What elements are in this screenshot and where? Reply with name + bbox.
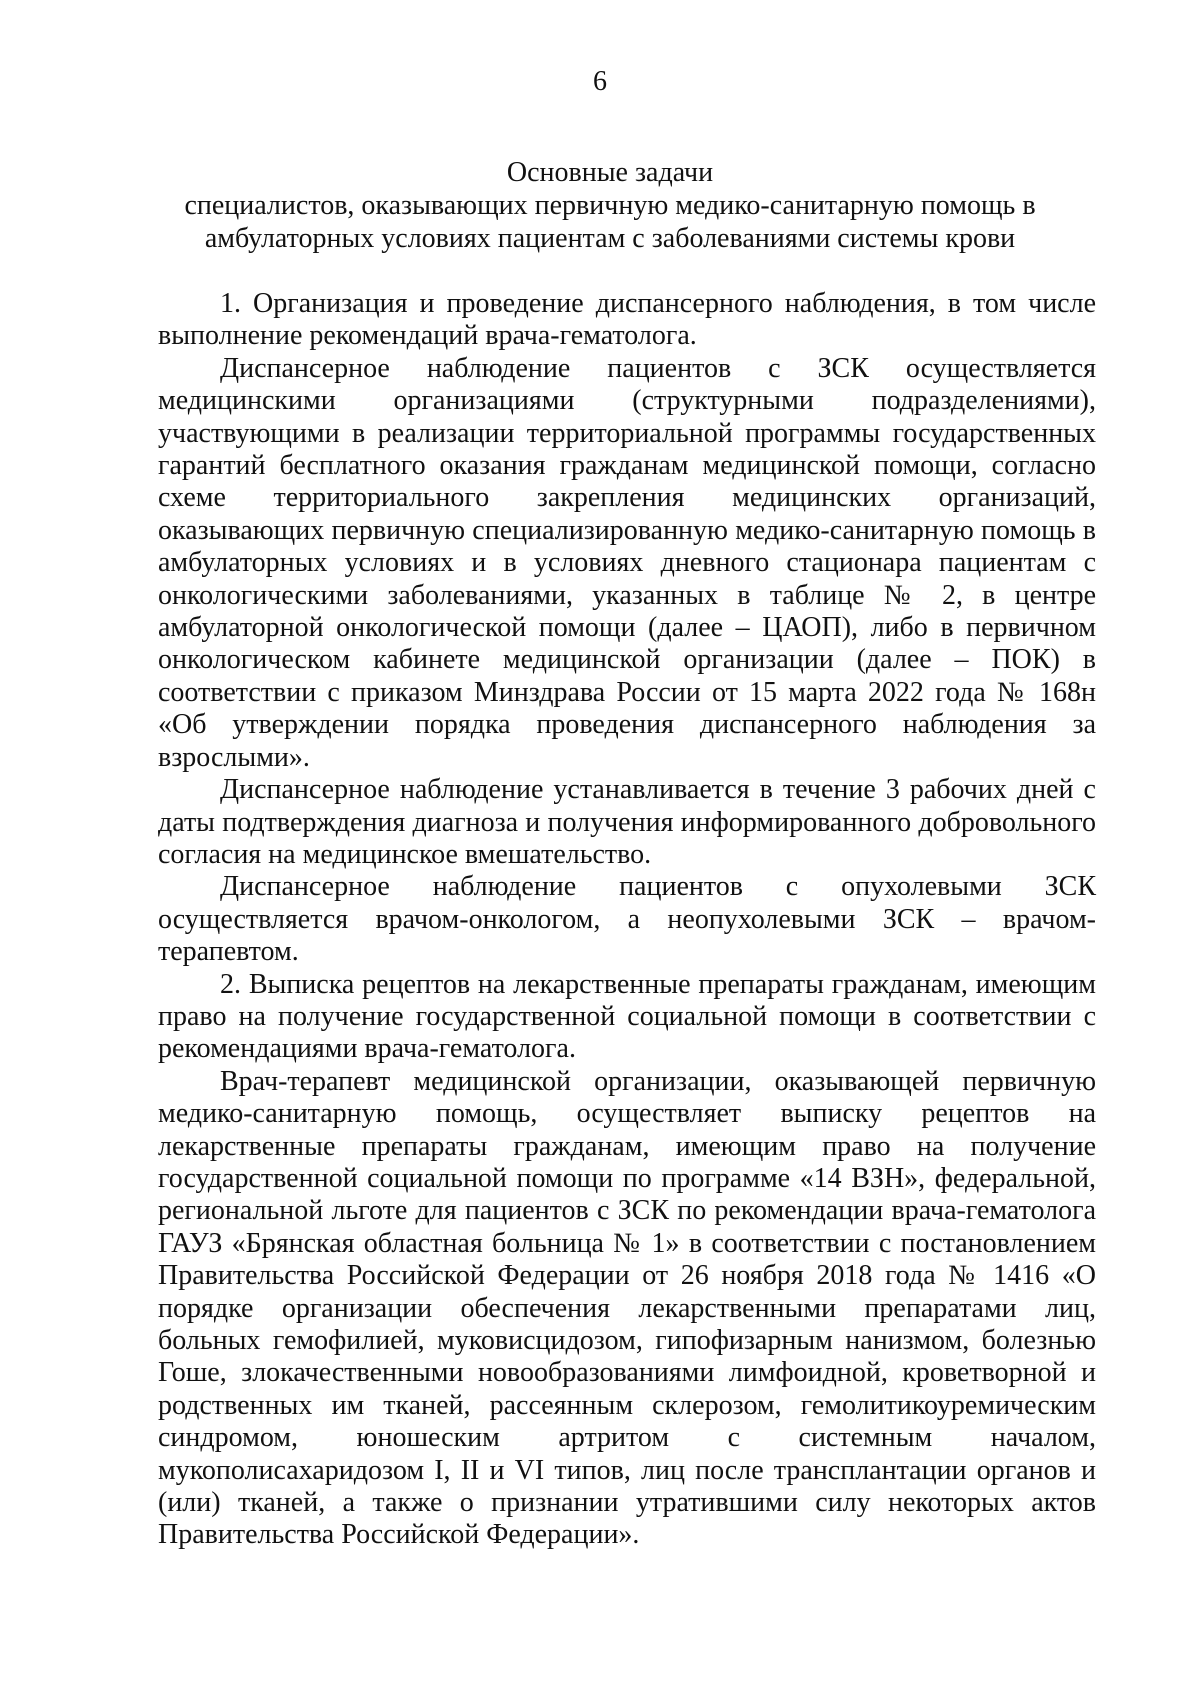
- heading-subtitle-line-2: амбулаторных условиях пациентам с заболеваниями системы крови: [204, 223, 1016, 254]
- page-number: 6: [593, 66, 607, 97]
- heading-title: Основные задачи: [506, 157, 714, 188]
- paragraph-task-1: 1. Организация и проведение диспансерного наблюдения, в том числе выполнение рекомендаций врача-гематолога.: [158, 288, 1096, 352]
- paragraph-dispensary-organizations: Диспансерное наблюдение пациентов с ЗСК осуществляется медицинскими организациями (структурными подразделениями), участвующими в реализации территориальной программы государственных гарантий бесплатного оказания гражданам медицинской помощи, согласно схеме территориального закрепления медицинских организаций, оказывающих первичную специализированную медико-санитарную помощь в амбулаторных условиях и в условиях дневного стационара пациентам с онкологическими заболеваниями, указанных в таблице № 2, в центре амбулаторной онкологической помощи (далее – ЦАОП), либо в первичном онкологическом кабинете медицинской организации (далее – ПОК) в соответствии с приказом Минздрава России от 15 марта 2022 года № 168н «Об утверждении порядка проведения диспансерного наблюдения за взрослыми».: [158, 352, 1096, 773]
- paragraph-dispensary-timing: Диспансерное наблюдение устанавливается в течение 3 рабочих дней с даты подтверждения диагноза и получения информированного добровольного согласия на медицинское вмешательство.: [158, 774, 1096, 870]
- paragraph-task-2: 2. Выписка рецептов на лекарственные препараты гражданам, имеющим право на получение государственной социальной помощи в соответствии с рекомендациями врача-гематолога.: [158, 968, 1096, 1065]
- document-body: [158, 288, 1096, 1552]
- heading-subtitle-line-1: специалистов, оказывающих первичную медико-санитарную помощь в: [184, 190, 1036, 221]
- paragraph-dispensary-specialists: Диспансерное наблюдение пациентов с опухолевыми ЗСК осуществляется врачом-онкологом, а неопухолевыми ЗСК – врачом-терапевтом.: [158, 871, 1096, 968]
- section-heading: [150, 156, 1070, 255]
- paragraph-prescriptions: Врач-терапевт медицинской организации, оказывающей первичную медико-санитарную помощь, осуществляет выписку рецептов на лекарственные препараты гражданам, имеющим право на получение государственной социальной помощи по программе «14 ВЗН», федеральной, региональной льготе для пациентов с ЗСК по рекомендации врача-гематолога ГАУЗ «Брянская областная больница № 1» в соответствии с постановлением Правительства Российской Федерации от 26 ноября 2018 года № 1416 «О порядке организации обеспечения лекарственными препаратами лиц, больных гемофилией, муковисцидозом, гипофизарным нанизмом, болезнью Гоше, злокачественными новообразованиями лимфоидной, кроветворной и родственных им тканей, рассеянным склерозом, гемолитикоуремическим синдромом, юношеским артритом с системным началом, мукополисахаридозом I, II и VI типов, лиц после трансплантации органов и (или) тканей, а также о признании утратившими силу некоторых актов Правительства Российской Федерации».: [158, 1065, 1096, 1551]
